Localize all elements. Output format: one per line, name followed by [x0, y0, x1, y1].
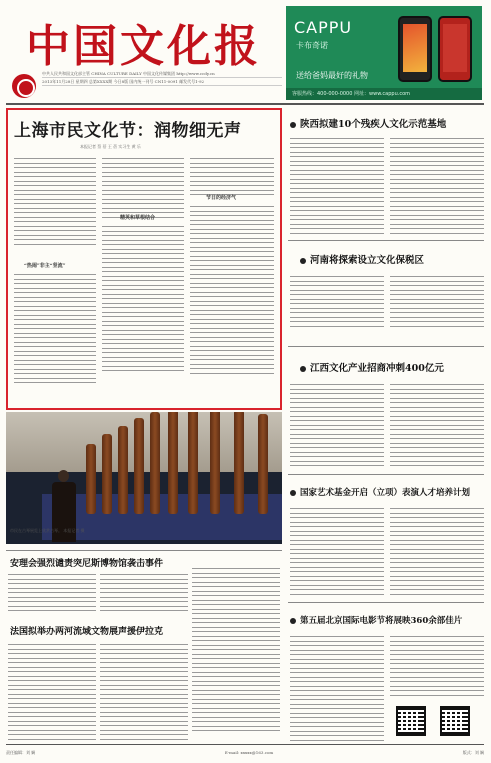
right-body — [290, 384, 384, 470]
lead-subhead: “热闹”非主“竖流” — [24, 263, 66, 269]
section-rule — [288, 474, 484, 475]
advertisement — [286, 6, 482, 100]
qr-code-icon — [440, 706, 470, 736]
bullet-icon — [290, 618, 296, 624]
ad-subtitle: 卡布奇诺 — [296, 41, 328, 50]
lead-body-col2 — [102, 158, 184, 221]
bottom-body — [192, 568, 280, 735]
section-rule — [6, 550, 282, 551]
right-body — [290, 138, 384, 237]
right-body — [390, 276, 484, 330]
right-body — [290, 508, 384, 598]
lead-article — [6, 108, 282, 410]
right-headline: 第五届北京国际电影节将展映360余部佳片 — [290, 614, 462, 626]
right-body — [390, 138, 484, 237]
right-headline: 陕西拟建10个残疾人文化示范基地 — [290, 116, 446, 130]
lead-headline: 上海市民文化节：润物细无声 — [14, 121, 242, 141]
bullet-icon — [290, 490, 296, 496]
bullet-icon — [300, 366, 306, 372]
lead-body-col1b — [14, 274, 96, 387]
qr-code-icon — [396, 706, 426, 736]
photo-caption: 市民在古琴展览上欣赏古琴。 本报记者 摄 — [10, 528, 85, 533]
phone-image-icon — [438, 16, 472, 82]
newspaper-logo: 中国文化报 — [26, 21, 261, 72]
masthead-info: 中共人民共和国文化部主管 CHINA CULTURE DAILY 中国文化传媒集团 http://www.ccdy.cn 2013年11月28日 星期四 总第XXXX期 今日8版 国内统一刊号 CN11-0091 邮发代号1-92 — [42, 70, 282, 86]
footer-email: E-mail: xxxxx@163.com — [224, 750, 274, 755]
masthead — [6, 6, 281, 102]
masthead-divider — [6, 103, 484, 105]
lead-subhead: 精英和草根结合 — [120, 215, 156, 221]
footer-rule — [6, 744, 484, 745]
right-body — [390, 384, 484, 470]
right-headline: 河南将探索设立文化保税区 — [300, 252, 424, 266]
lead-subhead: 节日的经济气 — [206, 195, 237, 201]
section-rule — [288, 346, 484, 347]
bottom-body — [8, 574, 96, 615]
page-footer — [6, 750, 484, 756]
ad-hotline: 客服热线：400-000-0000 网址：www.cappu.com — [286, 88, 482, 100]
bottom-body — [8, 644, 96, 743]
right-body — [390, 508, 484, 598]
lead-body-col3 — [190, 158, 274, 199]
section-rule — [288, 602, 484, 603]
right-headline: 江西文化产业招商冲刺400亿元 — [300, 360, 444, 374]
section-rule — [288, 240, 484, 241]
lead-body-col1 — [14, 158, 96, 248]
bottom-body — [100, 574, 188, 615]
footer-editor: 责任编辑：刘 娴 — [6, 750, 36, 755]
bottom-headline: 法国拟举办两河流域文物展声援伊拉克 — [10, 627, 164, 637]
footer-layout: 版式：刘 娴 — [462, 750, 484, 755]
phone-image-icon — [398, 16, 432, 82]
lead-body-col2b — [102, 226, 184, 375]
seal-icon — [12, 74, 36, 98]
bullet-icon — [300, 258, 306, 264]
ad-slogan: 送给爸妈最好的礼物 — [296, 71, 368, 80]
lead-photo — [6, 412, 282, 544]
ad-brand: CAPPU — [294, 18, 353, 37]
right-headline: 国家艺术基金开启（立项）表演人才培养计划 — [290, 486, 470, 498]
lead-body-col3b — [190, 206, 274, 377]
bottom-body — [100, 644, 188, 743]
right-body — [390, 636, 484, 699]
right-body — [290, 276, 384, 330]
bullet-icon — [290, 122, 296, 128]
right-body — [290, 636, 384, 749]
lead-byline: 本报记者 蔡 蓓 王 蓓 实习生 黄 乐 — [80, 144, 141, 149]
bottom-headline: 安理会强烈谴责突尼斯博物馆袭击事件 — [10, 559, 164, 569]
